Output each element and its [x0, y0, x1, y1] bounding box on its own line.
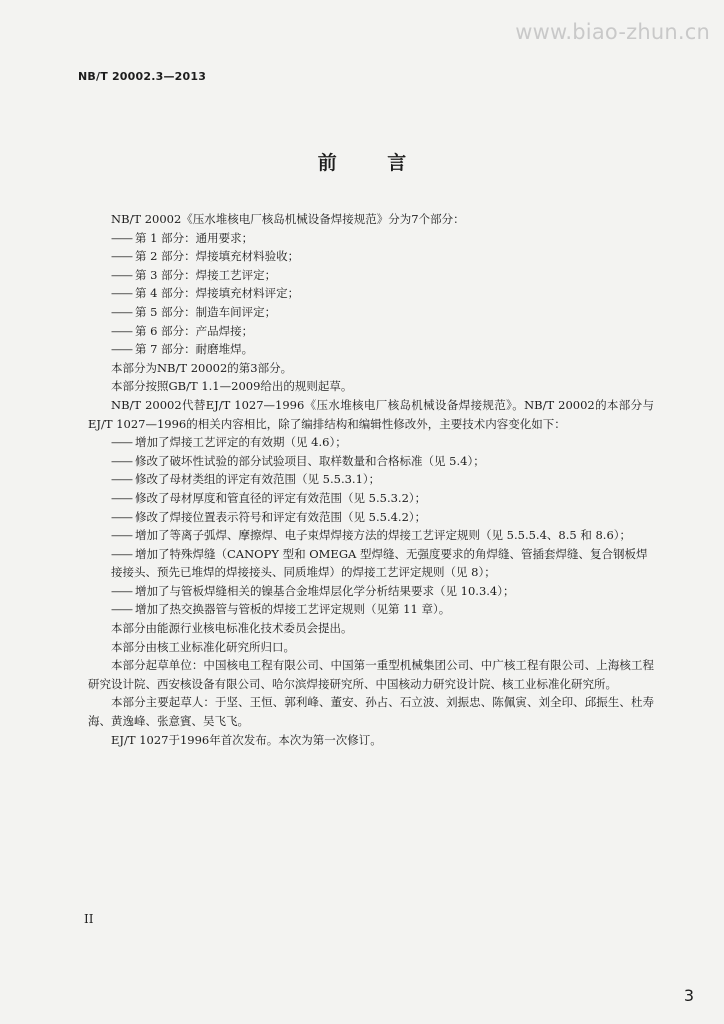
dash-mark: ——: [111, 230, 132, 245]
dash-mark: ——: [111, 323, 132, 338]
list-item-text: 修改了焊接位置表示符号和评定有效范围（见 5.5.4.2）；: [135, 509, 427, 524]
list-item-text: 第 3 部分：焊接工艺评定；: [135, 267, 277, 282]
list-item-text: 增加了与管板焊缝相关的镍基合金堆焊层化学分析结果要求（见 10.3.4）；: [135, 583, 515, 598]
replacement-statement: NB/T 20002代替EJ/T 1027—1996《压水堆核电厂核岛机械设备焊接规范》。NB/T 20002的本部分与EJ/T 1027—1996的相关内容相比，除了编排结构和编辑性修改外，主要技术内容变化如下：: [88, 397, 654, 431]
dash-mark: ——: [111, 342, 132, 357]
list-item: [88, 284, 654, 303]
dash-mark: ——: [111, 528, 132, 543]
roman-page-number: II: [84, 912, 94, 926]
document-body: [88, 210, 654, 749]
centralizing-unit: 本部分由核工业标准化研究所归口。: [111, 639, 295, 654]
dash-mark: ——: [111, 435, 132, 450]
main-drafters: 本部分主要起草人：于坚、王恒、郭利峰、董安、孙占、石立波、刘振忠、陈佩寅、刘全印、邱振生、杜寿海、黄逸峰、张意賓、吴飞飞。: [88, 695, 654, 729]
list-item: [88, 545, 654, 582]
list-item: [88, 470, 654, 489]
dash-mark: ——: [111, 249, 132, 264]
list-item-text: 第 7 部分：耐磨堆焊。: [135, 342, 254, 357]
list-item-text: 第 1 部分：通用要求；: [135, 230, 254, 245]
list-item-text: 修改了母材类组的评定有效范围（见 5.5.3.1）；: [135, 472, 381, 487]
dash-mark: ——: [111, 583, 132, 598]
dash-mark: ——: [111, 267, 132, 282]
dash-mark: ——: [111, 453, 132, 468]
dash-mark: ——: [111, 472, 132, 487]
list-item: [88, 433, 654, 452]
list-item: [88, 600, 654, 619]
intro-paragraph: NB/T 20002《压水堆核电厂核岛机械设备焊接规范》分为7个部分：: [111, 212, 465, 226]
list-item: [88, 526, 654, 545]
parts-list: [88, 229, 654, 359]
list-item: [88, 489, 654, 508]
list-item-text: 增加了热交换器管与管板的焊接工艺评定规则（见第 11 章）。: [135, 602, 451, 617]
list-item: [88, 582, 654, 601]
dash-mark: ——: [111, 509, 132, 524]
list-item: [88, 303, 654, 322]
list-item: [88, 247, 654, 266]
changes-list: [88, 433, 654, 619]
dash-mark: ——: [111, 546, 132, 561]
release-history: EJ/T 1027于1996年首次发布。本次为第一次修订。: [111, 732, 382, 747]
list-item-text: 增加了等离子弧焊、摩擦焊、电子束焊焊接方法的焊接工艺评定规则（见 5.5.5.4、8.5 和 8.6）；: [135, 528, 632, 543]
list-item: [88, 322, 654, 341]
drafting-rules: 本部分按照GB/T 1.1—2009给出的规则起草。: [111, 379, 353, 394]
list-item-text: 修改了母材厚度和管直径的评定有效范围（见 5.5.3.2）；: [135, 490, 427, 505]
drafting-units: 本部分起草单位：中国核电工程有限公司、中国第一重型机械集团公司、中广核工程有限公司、上海核工程研究设计院、西安核设备有限公司、哈尔滨焊接研究所、中国核动力研究设计院、核工业标准化研究所。: [88, 658, 654, 691]
page-number: 3: [683, 986, 694, 1005]
list-item-text: 增加了焊接工艺评定的有效期（见 4.6）；: [135, 435, 347, 450]
list-item-text: 第 5 部分：制造车间评定；: [135, 304, 277, 319]
dash-mark: ——: [111, 286, 132, 301]
standard-code: NB/T 20002.3—2013: [78, 70, 207, 83]
part-statement: 本部分为NB/T 20002的第3部分。: [111, 360, 293, 375]
list-item: [88, 452, 654, 471]
dash-mark: ——: [111, 602, 132, 617]
proposer-statement: 本部分由能源行业核电标准化技术委员会提出。: [111, 621, 353, 636]
dash-mark: ——: [111, 490, 132, 505]
list-item-text: 第 2 部分：焊接填充材料验收；: [135, 249, 300, 264]
list-item: [88, 340, 654, 359]
page-title: 前 言: [317, 152, 429, 174]
list-item: [88, 266, 654, 285]
list-item-text: 增加了特殊焊缝（CANOPY 型和 OMEGA 型焊缝、无强度要求的角焊缝、管插套焊缝、复合钢板焊接接头、预先已堆焊的焊接接头、同质堆焊）的焊接工艺评定规则（见 8）；: [111, 546, 648, 580]
watermark: www.biao-zhun.cn: [515, 20, 710, 44]
list-item-text: 修改了破坏性试验的部分试验项目、取样数量和合格标准（见 5.4）；: [135, 453, 485, 468]
list-item: [88, 229, 654, 248]
dash-mark: ——: [111, 304, 132, 319]
list-item-text: 第 6 部分：产品焊接；: [135, 323, 254, 338]
list-item: [88, 508, 654, 527]
list-item-text: 第 4 部分：焊接填充材料评定；: [135, 286, 300, 301]
